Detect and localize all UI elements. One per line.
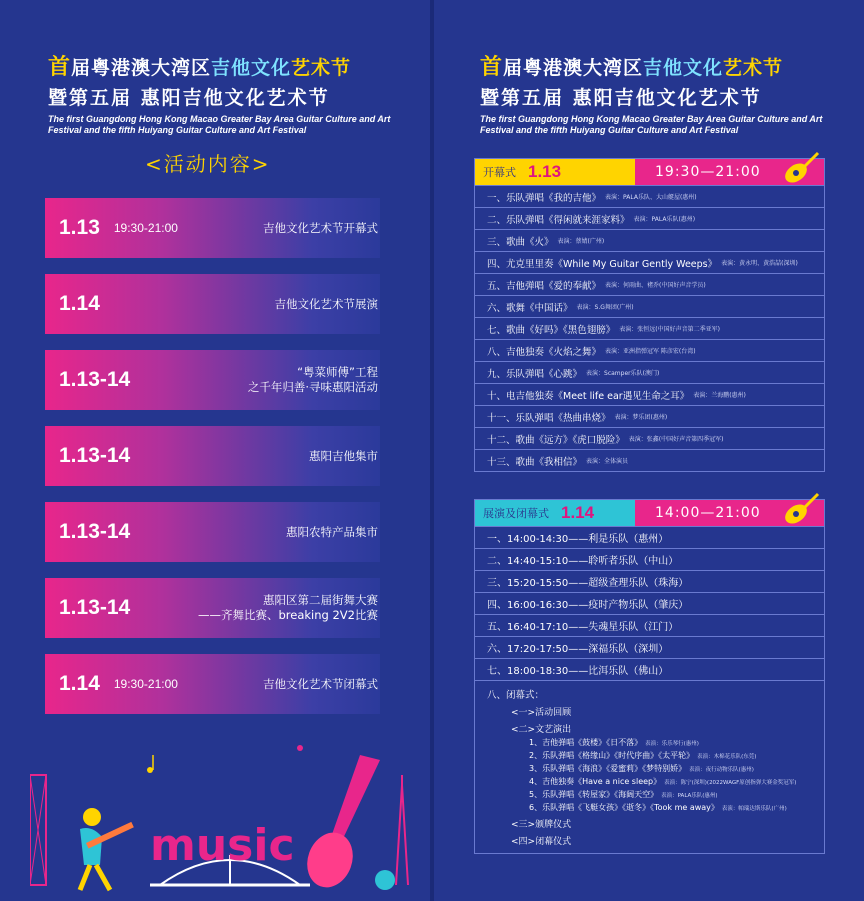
ceremony-title: 八、闭幕式： <box>487 690 545 701</box>
event-date: 1.13 <box>59 216 100 239</box>
title-first-char: 首 <box>480 55 504 80</box>
program-row <box>475 273 824 295</box>
ceremony-item: <三>颁牌仪式 <box>511 820 572 830</box>
event-card <box>45 502 380 562</box>
guitar-icon <box>778 151 820 185</box>
program-row <box>475 317 824 339</box>
event-date: 1.13-14 <box>59 444 131 467</box>
program-performer: 表演：张恒远(中国好声音第二季亚军) <box>619 326 720 333</box>
opening-time: 19:30—21:00 <box>655 164 761 180</box>
performance-title: 3、乐队弹唱《海浪》《爱蜜莉》《梦特别娇》 <box>529 764 687 773</box>
title-part-mid: 届粤港澳大湾区 <box>71 57 212 79</box>
band-row: 二、14:40-15:10——聆听者乐队（中山） <box>475 548 824 570</box>
event-name: 惠阳农特产品集市 <box>286 524 378 539</box>
title-first-char: 首 <box>48 55 72 80</box>
program-performer: 表演：兰海鹏(惠州) <box>693 392 746 399</box>
left-panel <box>0 0 430 901</box>
performance-row <box>529 750 824 761</box>
program-title: 九、乐队弹唱《心跳》 <box>487 368 583 380</box>
event-card <box>45 578 380 638</box>
performance-performer: 表演：木棉花乐队(东莞) <box>697 754 757 760</box>
program-row <box>475 295 824 317</box>
event-date: 1.13-14 <box>59 596 131 619</box>
event-date: 1.13-14 <box>59 520 131 543</box>
program-performer: 表演：S.G舞团(广州) <box>576 304 634 311</box>
event-time: 19:30-21:00 <box>113 221 178 235</box>
music-word: music <box>150 820 295 871</box>
program-row <box>475 449 824 471</box>
program-title: 十二、歌曲《远方》《虎口脱险》 <box>487 434 625 446</box>
guitarist-icon <box>80 808 134 890</box>
section-heading: <活动内容> <box>145 152 271 176</box>
title-part-mid: 届粤港澳大湾区 <box>503 57 644 79</box>
ceremony-item: <二>文艺演出 <box>511 725 572 735</box>
performance-row <box>529 802 824 813</box>
electric-guitar-icon <box>300 755 395 894</box>
performance-title: 4、吉他独奏《Have a nice sleep》 <box>529 777 662 786</box>
band-row: 七、18:00-18:30——比洱乐队（佛山） <box>475 658 824 680</box>
program-performer: 表演：全体演员 <box>586 458 629 465</box>
program-title: 一、乐队弹唱《我的吉他》 <box>487 192 602 204</box>
program-title: 六、歌舞《中国话》 <box>487 302 573 314</box>
program-title: 七、歌曲《好吗》《黑色翅膀》 <box>487 324 616 336</box>
program-row <box>475 383 824 405</box>
guitar-icon <box>778 492 820 526</box>
program-performer: 表演：张鑫(中国好声音第四季冠军) <box>628 436 724 443</box>
event-card <box>45 274 380 334</box>
event-name: “粤菜师傅”工程 之千年归善·寻味惠阳活动 <box>247 365 378 394</box>
band-row: 一、14:00-14:30——利是乐队（惠州） <box>475 526 824 548</box>
event-name: 吉他文化艺术节开幕式 <box>263 220 378 235</box>
opening-header <box>475 159 824 185</box>
title-en: The first Guangdong Hong Kong Macao Greater Bay Area Guitar Culture and Art Festival and the fifth Huiyang Guitar Culture and Art Festival <box>48 114 391 135</box>
event-card <box>45 350 380 410</box>
program-performer: 表演：蔡婧(广州) <box>557 238 605 245</box>
band-row: 五、16:40-17:10——失魂星乐队（江门） <box>475 614 824 636</box>
program-title: 四、尤克里里奏《While My Guitar Gently Weeps》 <box>487 258 718 270</box>
program-row <box>475 405 824 427</box>
title-part-end: 艺术节 <box>723 57 784 79</box>
program-title: 十一、乐队弹唱《热曲串烧》 <box>487 412 611 424</box>
event-card <box>45 198 380 258</box>
ceremony-item: <一>活动回顾 <box>511 708 572 718</box>
performance-title: 1、吉他弹唱《鼓楼》《日不落》 <box>529 738 643 747</box>
band-row: 四、16:00-16:30——疫时产物乐队（肇庆） <box>475 592 824 614</box>
program-title: 五、吉他弹唱《爱的奉献》 <box>487 280 602 292</box>
festival-title-right <box>480 50 840 136</box>
closing-header <box>475 500 824 526</box>
closing-ceremony-box <box>474 499 825 854</box>
title-cn-line2: 暨第五届 惠阳吉他文化艺术节 <box>48 87 330 109</box>
opening-title: 开幕式 <box>483 166 516 179</box>
event-date: 1.14 <box>59 672 100 695</box>
performance-title: 5、乐队弹唱《转屋家》《海阔天空》 <box>529 790 659 799</box>
event-name: 惠阳吉他集市 <box>309 448 378 463</box>
program-row <box>475 339 824 361</box>
program-row <box>475 251 824 273</box>
title-part-hl: 吉他文化 <box>643 57 724 79</box>
event-name: 吉他文化艺术节闭幕式 <box>263 676 378 691</box>
note-icons <box>147 745 303 773</box>
performance-row <box>529 789 824 800</box>
program-title: 十三、歌曲《我相信》 <box>487 456 583 468</box>
program-row <box>475 361 824 383</box>
performance-performer: 表演：帕瑞达斯乐队(广州) <box>721 806 787 812</box>
performance-row <box>529 763 824 774</box>
festival-title <box>48 50 408 136</box>
event-time: 19:30-21:00 <box>113 677 178 691</box>
band-row: 三、15:20-15:50——超级查理乐队（珠海） <box>475 570 824 592</box>
opening-program-list <box>475 185 824 471</box>
program-title: 八、吉他独奏《火焰之舞》 <box>487 346 602 358</box>
closing-title: 展演及闭幕式 <box>483 507 549 520</box>
event-name: 吉他文化艺术节展演 <box>274 296 378 311</box>
program-row <box>475 185 824 207</box>
program-performer: 表演：PALA乐队(惠州) <box>633 216 696 223</box>
event-name: 惠阳区第二届街舞大赛 ——齐舞比赛、breaking 2V2比赛 <box>198 593 378 622</box>
closing-time: 14:00—21:00 <box>655 505 761 521</box>
performance-row <box>529 737 824 748</box>
event-date: 1.13-14 <box>59 368 131 391</box>
opening-ceremony-box <box>474 158 825 472</box>
event-date: 1.14 <box>59 292 100 315</box>
performance-performer: 表演：乐乐琴行(惠州) <box>645 741 699 747</box>
program-performer: 表演：PALA乐队、大山艇屋(惠州) <box>605 194 697 201</box>
title-en: The first Guangdong Hong Kong Macao Greater Bay Area Guitar Culture and Art Festival and the fifth Huiyang Guitar Culture and Art Festival <box>480 114 823 135</box>
event-card <box>45 654 380 714</box>
title-cn-line2: 暨第五届 惠阳吉他文化艺术节 <box>480 87 762 109</box>
event-card <box>45 426 380 486</box>
performance-row <box>529 776 824 787</box>
program-row <box>475 229 824 251</box>
opening-date: 1.13 <box>528 162 562 181</box>
program-performer: 表演：亚洲指弹冠军 陈彦宏(台湾) <box>605 348 696 355</box>
program-title: 三、歌曲《火》 <box>487 236 554 248</box>
title-part-end: 艺术节 <box>291 57 352 79</box>
band-row: 六、17:20-17:50——深福乐队（深圳） <box>475 636 824 658</box>
performance-title: 6、乐队弹唱《飞艇女孩》《逝冬》《Took me away》 <box>529 803 719 812</box>
closing-program-list <box>475 526 824 680</box>
closing-ceremony-section <box>475 680 824 853</box>
performance-title: 2、乐队弹唱《格缘山》《时代序曲》《太平轮》 <box>529 751 695 760</box>
ceremony-list <box>487 705 824 847</box>
music-decoration <box>30 745 420 895</box>
program-performer: 表演：Scamper乐队(澳门) <box>586 370 660 377</box>
program-performer: 表演：梦乐团(惠州) <box>614 414 668 421</box>
program-performer: 表演：黄永明、黄浩喆(深圳) <box>721 260 798 267</box>
program-title: 十、电吉他独奏《Meet life ear遇见生命之耳》 <box>487 390 690 402</box>
performance-performer: 表演：陈宁(深圳)(2022WAGF原创指弹大赛金奖冠军) <box>664 780 797 786</box>
closing-date: 1.14 <box>561 503 595 522</box>
program-row <box>475 207 824 229</box>
program-performer: 表演：何雨曲、褚乔(中国好声音学员) <box>605 282 706 289</box>
title-part-hl: 吉他文化 <box>211 57 292 79</box>
program-title: 二、乐队弹唱《得闲就来涯家料》 <box>487 214 630 226</box>
performance-performer: 表演：PALA乐队(惠州) <box>661 793 718 799</box>
ceremony-item: <四>闭幕仪式 <box>511 837 572 847</box>
performance-performer: 表演：夜行动物乐队(惠州) <box>689 767 754 773</box>
program-row <box>475 427 824 449</box>
